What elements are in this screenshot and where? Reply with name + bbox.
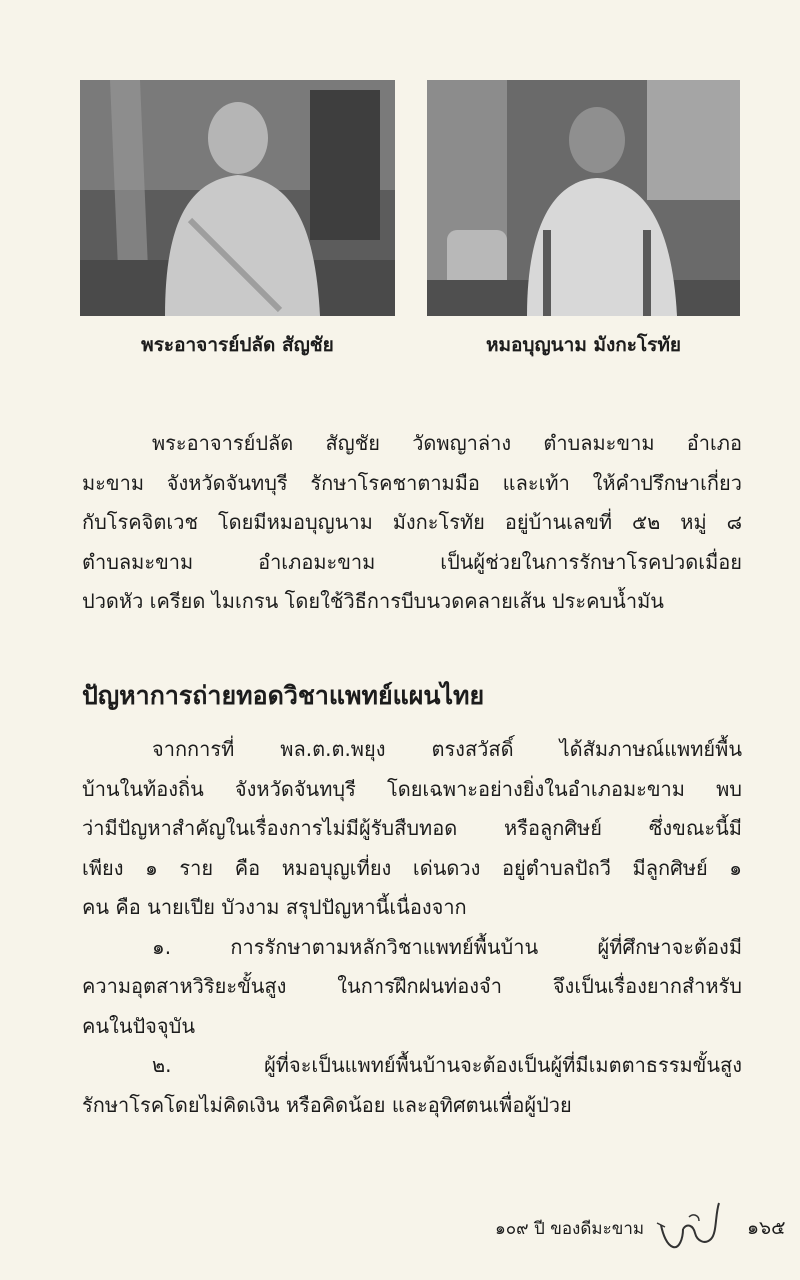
list-item-1: ๑. การรักษาตามหลักวิชาแพทย์พื้นบ้าน ผู้ที่ศึกษาจะต้องมี (152, 934, 742, 959)
photo-doctor (427, 80, 740, 316)
text-line: บ้านในท้องถิ่น จังหวัดจันทบุรี โดยเฉพาะอย่างยิ่งในอำเภอมะขาม พบ (82, 776, 742, 801)
page-number: ๑๖๕ (747, 1217, 786, 1239)
text-line: คนในปัจจุบัน (82, 1013, 195, 1038)
text-line: ว่ามีปัญหาสำคัญในเรื่องการไม่มีผู้รับสืบทอด หรือลูกศิษย์ ซึ่งขณะนี้มี (82, 816, 742, 840)
logo-icon (653, 1195, 733, 1251)
text-line: ตำบลมะขาม อำเภอมะขาม เป็นผู้ช่วยในการรักษาโรคปวดเมื่อย (82, 549, 742, 574)
caption-monk: พระอาจารย์ปลัด สัญชัย (141, 334, 334, 356)
text-line: กับโรคจิตเวช โดยมีหมอบุญนาม มังกะโรทัย อยู่บ้านเลขที่ ๕๒ หมู่ ๘ (82, 510, 742, 534)
paragraph-problems (82, 730, 742, 1125)
text-line: พระอาจารย์ปลัด สัญชัย วัดพญาล่าง ตำบลมะขาม อำเภอ (152, 431, 742, 455)
section-heading: ปัญหาการถ่ายทอดวิชาแพทย์แผนไทย (82, 681, 485, 710)
photo-monk (80, 80, 395, 316)
text-line: คน คือ นายเปีย บัวงาม สรุปปัญหานี้เนื่องจาก (82, 895, 467, 919)
text-line: เพียง ๑ ราย คือ หมอบุญเที่ยง เด่นดวง อยู่ตำบลปัถวี มีลูกศิษย์ ๑ (82, 855, 742, 880)
text-line: มะขาม จังหวัดจันทบุรี รักษาโรคชาตามมือ และเท้า ให้คำปรึกษาเกี่ยว (82, 470, 742, 495)
text-line: จากการที่ พล.ต.ต.พยุง ตรงสวัสดิ์ ได้สัมภาษณ์แพทย์พื้น (152, 737, 742, 761)
book-title: ๑๐๙ ปี ของดีมะขาม (495, 1219, 645, 1239)
caption-doctor: หมอบุญนาม มังกะโรทัย (485, 334, 682, 356)
list-item-2: ๒. ผู้ที่จะเป็นแพทย์พื้นบ้านจะต้องเป็นผู้ที่มีเมตตาธรรมขั้นสูง (152, 1053, 742, 1077)
text-line: รักษาโรคโดยไม่คิดเงิน หรือคิดน้อย และอุทิศตนเพื่อผู้ป่วย (82, 1092, 572, 1117)
text-line: ปวดหัว เครียด ไมเกรน โดยใช้วิธีการบีบนวดคลายเส้น ประคบน้ำมัน (82, 589, 664, 613)
page-footer (495, 1203, 795, 1253)
text-line: ความอุตสาหวิริยะขั้นสูง ในการฝึกฝนท่องจำ จึงเป็นเรื่องยากสำหรับ (82, 974, 742, 998)
paragraph-intro (82, 424, 742, 622)
